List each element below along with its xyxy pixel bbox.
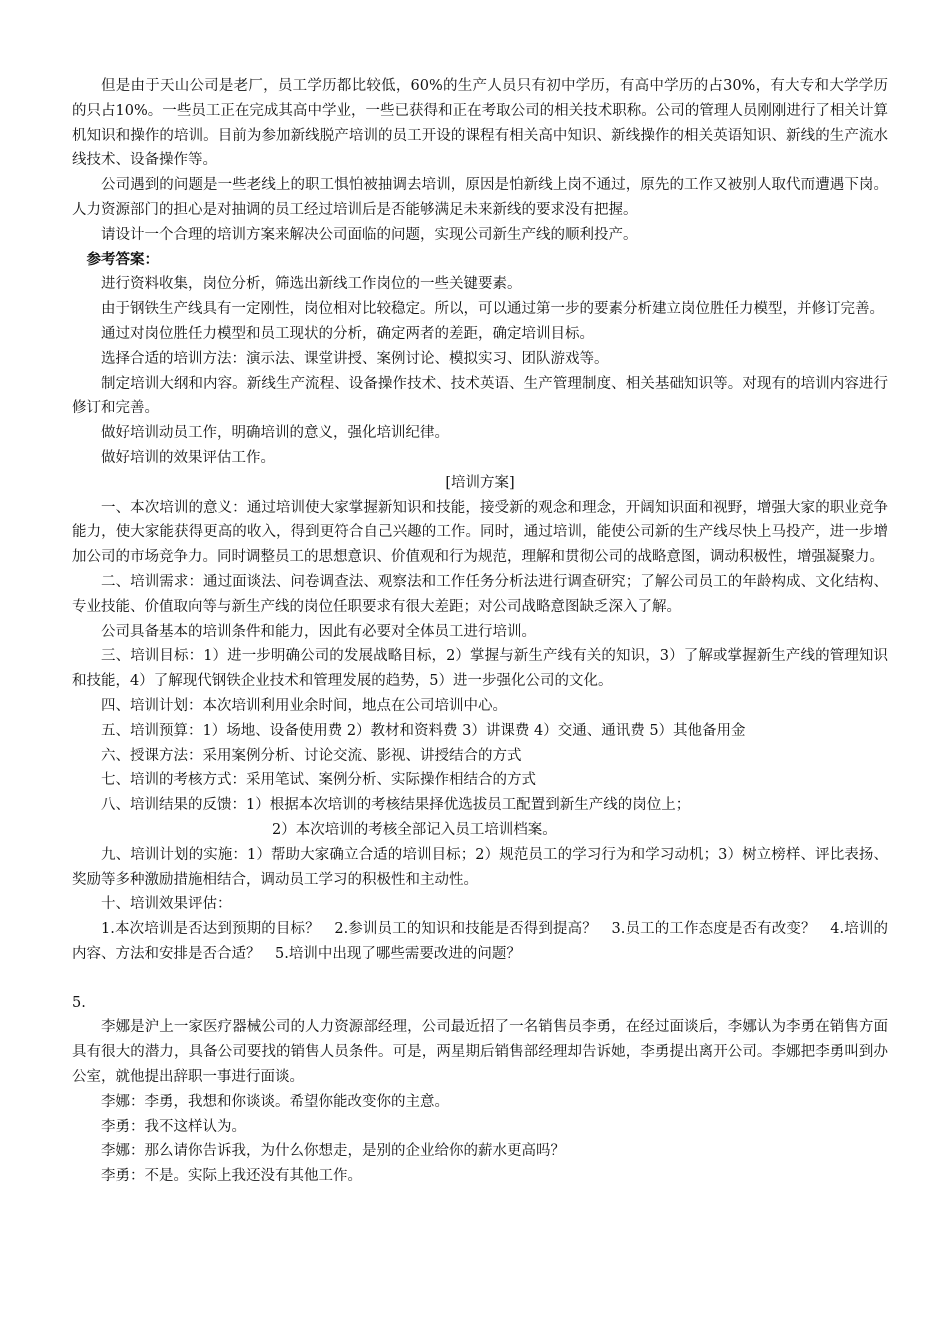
plan-evaluation-questions: 1.本次培训是否达到预期的目标？ 2.参训员工的知识和技能是否得到提高？ 3.员工的工作态度是否有改变？ 4.培训的内容、方法和安排是否合适？ 5.培训中出现了哪些需要改进的问题？ [72,921,888,962]
plan-section-methods: 六、授课方法：采用案例分析、讨论交流、影视、讲授结合的方式 [101,747,522,764]
plan-section-schedule: 四、培训计划：本次培训利用业余时间，地点在公司培训中心。 [101,697,507,714]
dialogue-line: 李勇：我不这样认为。 [101,1118,246,1135]
plan-section-feedback-continued: 2）本次培训的考核全部记入员工培训档案。 [272,821,557,838]
reference-step: 进行资料收集，岗位分析，筛选出新线工作岗位的一些关键要素。 [101,276,522,293]
plan-section-budget: 五、培训预算：1）场地、设备使用费 2）教材和资料费 3）讲课费 4）交通、通讯费 5）其他备用金 [101,722,746,739]
plan-section-evaluation: 十、培训效果评估： [101,896,232,913]
dialogue-line: 李娜：那么请你告诉我，为什么你想走，是别的企业给你的薪水更高吗？ [101,1143,565,1160]
plan-section-needs-conclusion: 公司具备基本的培训条件和能力，因此有必要对全体员工进行培训。 [101,623,536,640]
dialogue-line: 李娜：李勇，我想和你谈谈。希望你能改变你的主意。 [101,1093,449,1110]
plan-section-implementation: 九、培训计划的实施：1）帮助大家确立合适的培训目标；2）规范员工的学习行为和学习动机；3）树立榜样、评比表扬、奖励等多种激励措施相结合，调动员工学习的积极性和主动性。 [72,846,888,888]
plan-section-significance: 一、本次培训的意义：通过培训使大家掌握新知识和技能，接受新的观念和理念，开阔知识面和视野，增强大家的职业竞争能力，使大家能获得更高的收入，得到更符合自己兴趣的工作。同时，通过培训，能使公司新的生产线尽快上马投产，进一步增加公司的市场竞争力。同时调整员工的思想意识、价值观和行为规范，理解和贯彻公司的战略意图，调动积极性，增强凝聚力。 [72,499,888,566]
document-page [72,74,888,1189]
reference-step: 由于钢铁生产线具有一定刚性，岗位相对比较稳定。所以，可以通过第一步的要素分析建立岗位胜任力模型，并修订完善。 [101,301,884,318]
plan-section-assessment: 七、培训的考核方式：采用笔试、案例分析、实际操作相结合的方式 [101,772,536,789]
case4-paragraph: 公司遇到的问题是一些老线上的职工惧怕被抽调去培训，原因是怕新线上岗不通过，原先的工作又被别人取代而遭遇下岗。人力资源部门的担心是对抽调的员工经过培训后是否能够满足未来新线的要求没有把握。 [72,177,888,218]
plan-section-needs: 二、培训需求：通过面谈法、问卷调查法、观察法和工作任务分析法进行调查研究；了解公司员工的年龄构成、文化结构、专业技能、价值取向等与新生产线的岗位任职要求有很大差距；对公司战略意图缺乏深入了解。 [72,573,888,615]
reference-step: 制定培训大纲和内容。新线生产流程、设备操作技术、技术英语、生产管理制度、相关基础知识等。对现有的培训内容进行修订和完善。 [72,375,888,417]
case4-paragraph: 但是由于天山公司是老厂，员工学历都比较低，60%的生产人员只有初中学历，有高中学历的占30%，有大专和大学学历的只占10%。一些员工正在完成其高中学业，一些已获得和正在考取公司的相关技术职称。公司的管理人员刚刚进行了相关计算机知识和操作的培训。目前为参加新线脱产培训的员工开设的课程有相关高中知识、新线操作的相关英语知识、新线的生产流水线技术、设备操作等。 [72,78,888,169]
reference-answer-heading: 参考答案： [86,250,159,268]
plan-title: [培训方案] [445,474,515,491]
plan-section-feedback: 八、培训结果的反馈：1）根据本次培训的考核结果择优选拔员工配置到新生产线的岗位上； [101,797,691,814]
reference-step: 通过对岗位胜任力模型和员工现状的分析，确定两者的差距，确定培训目标。 [101,325,594,342]
case5-number: 5. [72,994,86,1011]
dialogue-line: 李勇：不是。实际上我还没有其他工作。 [101,1168,362,1185]
case5-intro: 李娜是沪上一家医疗器械公司的人力资源部经理，公司最近招了一名销售员李勇，在经过面谈后，李娜认为李勇在销售方面具有很大的潜力，具备公司要找的销售人员条件。可是，两星期后销售部经理却告诉她，李勇提出离开公司。李娜把李勇叫到办公室，就他提出辞职一事进行面谈。 [72,1019,888,1086]
case4-question: 请设计一个合理的培训方案来解决公司面临的问题，实现公司新生产线的顺利投产。 [101,226,638,243]
plan-section-goals: 三、培训目标：1）进一步明确公司的发展战略目标，2）掌握与新生产线有关的知识，3）了解或掌握新生产线的管理知识和技能，4）了解现代钢铁企业技术和管理发展的趋势，5）进一步强化公司的文化。 [72,648,888,690]
reference-step: 做好培训的效果评估工作。 [101,449,275,466]
reference-step: 做好培训动员工作，明确培训的意义，强化培训纪律。 [101,425,449,442]
reference-step: 选择合适的培训方法：演示法、课堂讲授、案例讨论、模拟实习、团队游戏等。 [101,350,609,367]
